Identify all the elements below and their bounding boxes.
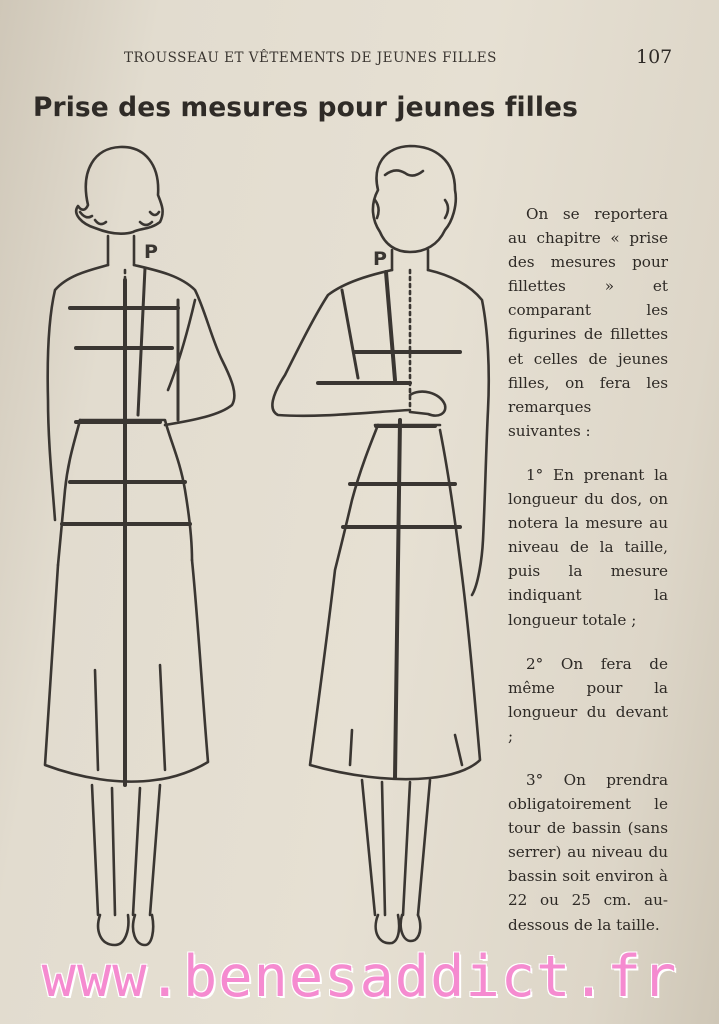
back-view-figure bbox=[45, 147, 234, 945]
running-head: TROUSSEAU ET VÊTEMENTS DE JEUNES FILLES bbox=[124, 50, 497, 66]
step-1-paragraph: 1° En prenant la longueur du dos, on notera la mesure au niveau de la taille, puis la mesure indiquant la longueur totale ; bbox=[508, 465, 668, 629]
instructions-text bbox=[508, 202, 668, 957]
front-view-label: P bbox=[373, 248, 387, 270]
back-view-label: P bbox=[144, 241, 158, 263]
step-3-paragraph: 3° On prendra obligatoirement le tour de bassin (sans serrer) au niveau du bassin soit environ à 22 ou 25 cm. au-dessous de la taille. bbox=[508, 770, 668, 934]
intro-paragraph: On se reportera au chapitre « prise des mesures pour fillettes » et comparant les figurines de fillettes et celles de jeunes filles, on fera les remarques suivantes : bbox=[508, 205, 668, 440]
page-title: Prise des mesures pour jeunes filles bbox=[33, 92, 578, 123]
page-number: 107 bbox=[636, 46, 673, 68]
step-2-paragraph: 2° On fera de même pour la longueur du devant ; bbox=[508, 654, 668, 745]
website-watermark: www.benesaddict.fr bbox=[41, 944, 678, 1010]
